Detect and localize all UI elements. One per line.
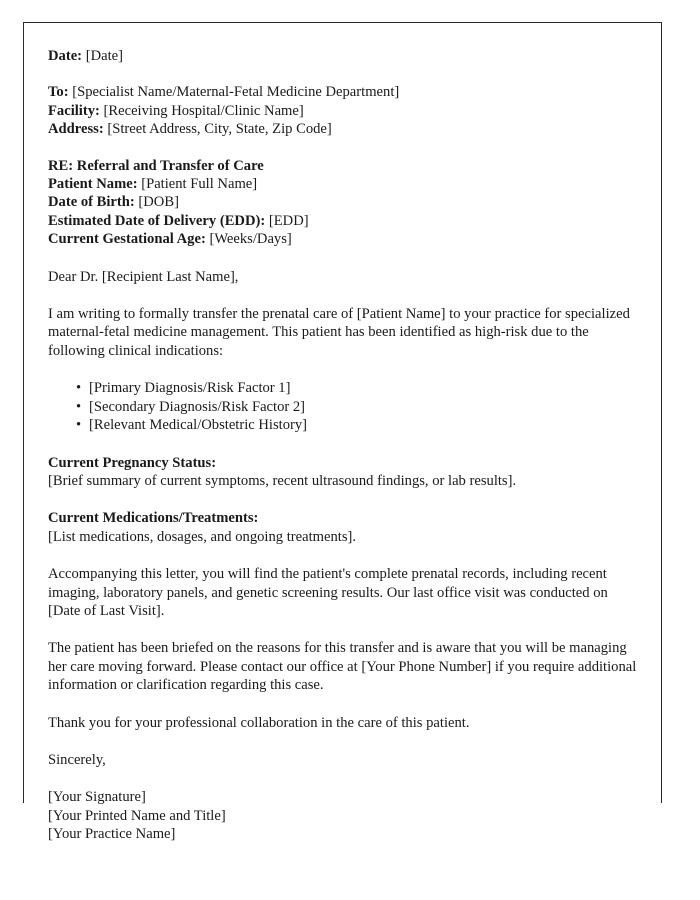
re-label: RE: Referral and Transfer of Care: [48, 157, 264, 174]
to-value: [Specialist Name/Maternal-Fetal Medicine Department]: [72, 84, 400, 101]
spacer: [48, 546, 640, 565]
letter-content: [48, 47, 640, 844]
medications-heading: Current Medications/Treatments:: [48, 510, 259, 527]
indications-list: [48, 379, 640, 434]
list-item-label: [Secondary Diagnosis/Risk Factor 2]: [89, 398, 306, 415]
edd-value: [EDD]: [268, 212, 309, 229]
list-item: [48, 398, 640, 416]
document-page: [23, 22, 662, 843]
valediction: Sincerely,: [48, 751, 106, 768]
facility-line: [48, 102, 640, 120]
dob-label: Date of Birth:: [48, 194, 135, 211]
pregnancy-status-body: [Brief summary of current symptoms, recent ultrasound findings, or lab results].: [48, 472, 517, 489]
dob-line: [48, 193, 640, 211]
spacer: [48, 490, 640, 509]
to-label: To:: [48, 84, 69, 101]
address-label: Address:: [48, 121, 104, 138]
pregnancy-status-heading: Current Pregnancy Status:: [48, 454, 217, 471]
edd-line: [48, 212, 640, 230]
address-value: [Street Address, City, State, Zip Code]: [107, 121, 332, 138]
date-line: [48, 47, 640, 65]
spacer: [48, 65, 640, 83]
printed-name-line: [Your Printed Name and Title]: [48, 807, 226, 824]
facility-label: Facility:: [48, 102, 100, 119]
thanks-paragraph: Thank you for your professional collaboration in the care of this patient.: [48, 714, 470, 731]
dob-value: [DOB]: [138, 194, 179, 211]
spacer: [48, 695, 640, 714]
list-item: [48, 416, 640, 434]
patient-name-line: [48, 175, 640, 193]
spacer: [48, 769, 640, 788]
gestational-age-value: [Weeks/Days]: [209, 231, 292, 248]
patient-name-label: Patient Name:: [48, 176, 138, 193]
bullet-icon: •: [76, 398, 82, 415]
spacer: [48, 286, 640, 305]
spacer: [48, 732, 640, 751]
bullet-icon: •: [76, 380, 82, 397]
address-line: [48, 120, 640, 138]
date-value: [Date]: [85, 48, 123, 64]
records-paragraph: Accompanying this letter, you will find the patient's complete prenatal records, including recent imaging, laboratory panels, and genetic screening results. Our last office visit was conducted on [Date of Last Visit].: [48, 566, 608, 619]
briefing-paragraph: The patient has been briefed on the reasons for this transfer and is aware that you will be managing her care moving forward. Please contact our office at [Your Phone Number] if you require additional information or clarification regarding this case.: [48, 640, 637, 694]
spacer: [48, 435, 640, 454]
date-label: Date:: [48, 48, 83, 64]
spacer: [48, 249, 640, 268]
spacer: [48, 620, 640, 639]
list-item: [48, 379, 640, 397]
medications-body: [List medications, dosages, and ongoing treatments].: [48, 528, 357, 545]
gestational-age-label: Current Gestational Age:: [48, 231, 206, 248]
list-item-label: [Primary Diagnosis/Risk Factor 1]: [89, 380, 291, 397]
intro-paragraph: I am writing to formally transfer the prenatal care of [Patient Name] to your practice for specialized maternal-fetal medicine management. This patient has been identified as high-risk due to the following clinical indications:: [48, 306, 630, 359]
edd-label: Estimated Date of Delivery (EDD):: [48, 212, 266, 229]
bullet-icon: •: [76, 417, 82, 434]
spacer: [48, 139, 640, 157]
salutation: Dear Dr. [Recipient Last Name],: [48, 268, 239, 285]
facility-value: [Receiving Hospital/Clinic Name]: [103, 102, 304, 119]
list-item-label: [Relevant Medical/Obstetric History]: [89, 417, 308, 434]
signature-line: [Your Signature]: [48, 789, 146, 806]
gestational-age-line: [48, 230, 640, 248]
patient-name-value: [Patient Full Name]: [141, 176, 258, 193]
recipient-line: [48, 83, 640, 101]
re-line: [48, 157, 640, 175]
practice-name-line: [Your Practice Name]: [48, 826, 176, 843]
spacer: [48, 360, 640, 379]
